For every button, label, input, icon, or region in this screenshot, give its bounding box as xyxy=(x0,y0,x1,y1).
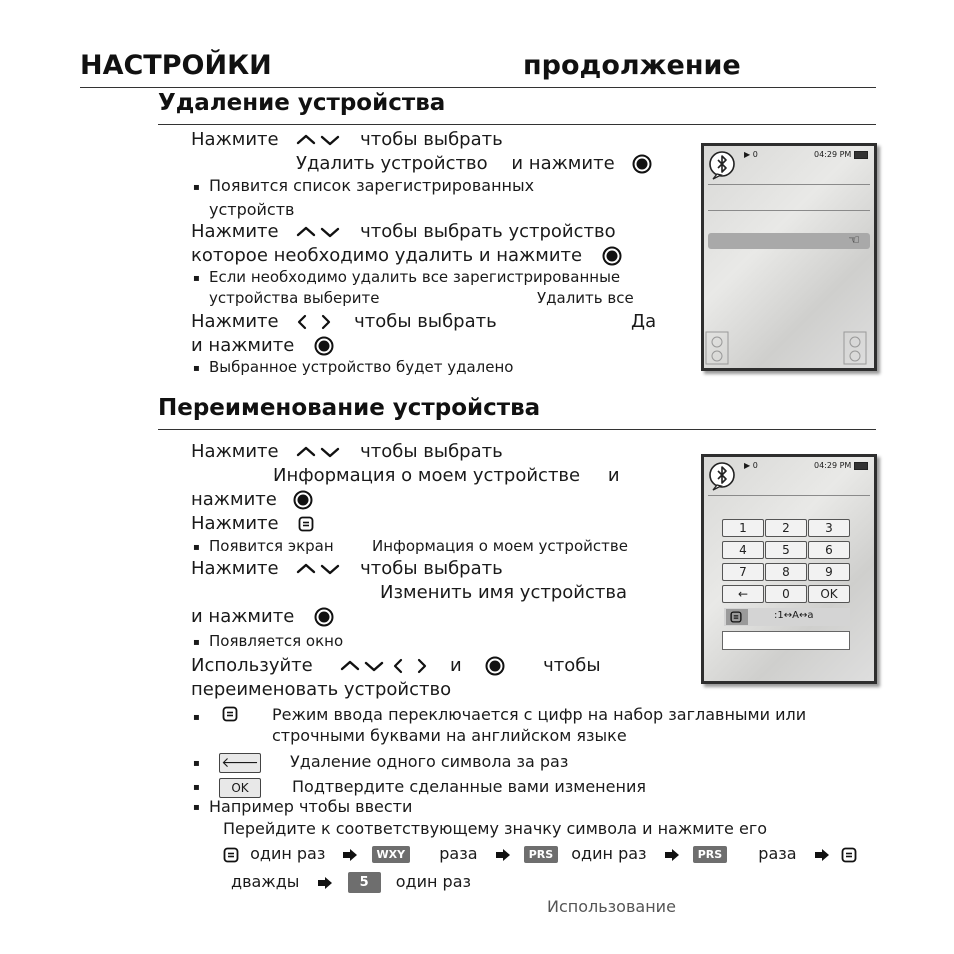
key-chip-prs: PRS xyxy=(524,846,558,863)
select-button-icon xyxy=(314,607,334,627)
key-0[interactable]: 0 xyxy=(765,585,807,603)
s2-line8: Используйте и чтобы xyxy=(191,655,601,676)
track-indicator: ▶ 0 xyxy=(744,461,758,470)
select-button-icon xyxy=(485,656,505,676)
s1-line5-yes: Да xyxy=(631,311,657,332)
key-2[interactable]: 2 xyxy=(765,519,807,537)
key-9[interactable]: 9 xyxy=(808,563,850,581)
up-down-icon xyxy=(340,659,384,673)
bullet-mark: ▪ xyxy=(193,802,200,813)
input-mode-label: :1↔A↔a xyxy=(774,610,814,621)
s1-bullet2-c: Удалить все xyxy=(537,289,634,307)
arrow-right-icon xyxy=(814,848,830,862)
key-5[interactable]: 5 xyxy=(765,541,807,559)
arrow-right-icon xyxy=(495,848,511,862)
example-line1: Перейдите к соответствующему значку символа и нажмите его xyxy=(223,819,768,838)
select-button-icon xyxy=(314,336,334,356)
device-screen-rename xyxy=(701,454,877,684)
section-title-delete: Удаление устройства xyxy=(158,90,446,116)
s1-bullet1-a: Появится список зарегистрированных xyxy=(209,176,535,195)
up-down-icon xyxy=(296,562,340,576)
menu-button-icon xyxy=(222,706,238,722)
note1-a: Режим ввода переключается с цифр на набор заглавными или xyxy=(272,705,807,724)
track-indicator: ▶ 0 xyxy=(744,150,758,159)
arrow-right-icon xyxy=(317,876,333,890)
key-7[interactable]: 7 xyxy=(722,563,764,581)
separator xyxy=(708,184,870,185)
selected-device-row[interactable] xyxy=(708,233,870,249)
select-button-icon xyxy=(602,246,622,266)
s2-bullet1-a: Появится экран xyxy=(209,537,334,555)
ok-key-icon: OK xyxy=(219,778,261,798)
left-right-icon xyxy=(392,658,428,674)
bluetooth-icon xyxy=(708,150,738,180)
s1-bullet1-b: устройств xyxy=(209,200,295,219)
bluetooth-icon xyxy=(708,461,738,491)
bullet-mark: ▪ xyxy=(193,637,200,648)
clock: 04:29 PM xyxy=(814,461,852,470)
s2-line2: Информация о моем устройстве и xyxy=(273,465,620,486)
s2-bullet1-b: Информация о моем устройстве xyxy=(372,537,628,555)
key-6[interactable]: 6 xyxy=(808,541,850,559)
footer-label: Использование xyxy=(547,897,676,916)
s2-bullet2: Появляется окно xyxy=(209,632,344,650)
s2-line6: Изменить имя устройства xyxy=(380,582,627,603)
s2-line1: Нажмите чтобы выбрать xyxy=(191,441,503,462)
s1-line1: Нажмите чтобы выбрать xyxy=(191,129,503,150)
up-down-icon xyxy=(296,225,340,239)
key-4[interactable]: 4 xyxy=(722,541,764,559)
battery-icon xyxy=(854,151,868,159)
s2-line4: Нажмите xyxy=(191,513,314,534)
menu-button-icon xyxy=(730,611,742,623)
s1-line6: и нажмите xyxy=(191,335,334,356)
battery-icon xyxy=(854,462,868,470)
key-chip-5: 5 xyxy=(348,872,381,893)
decorative-speakers xyxy=(704,328,868,368)
pointer-hand-icon: ☜ xyxy=(848,233,860,248)
example-sequence-2: дважды 5 один раз xyxy=(231,872,471,891)
s2-line3: нажмите xyxy=(191,489,313,510)
clock: 04:29 PM xyxy=(814,150,852,159)
backspace-key-icon: 🡐 xyxy=(219,753,261,773)
s1-line2: Удалить устройство и нажмите xyxy=(296,153,652,174)
mode-bar xyxy=(724,608,850,626)
device-screen-delete xyxy=(701,143,877,371)
arrow-right-icon xyxy=(342,848,358,862)
select-button-icon xyxy=(632,154,652,174)
name-input[interactable] xyxy=(722,631,850,650)
page-title: НАСТРОЙКИ xyxy=(80,50,272,81)
s1-line3: Нажмите чтобы выбрать устройство xyxy=(191,221,616,242)
section-rule xyxy=(158,124,876,125)
example-sequence-1: один раз WXY раза PRS один раз PRS раза xyxy=(223,844,857,863)
arrow-right-icon xyxy=(664,848,680,862)
s2-line5: Нажмите чтобы выбрать xyxy=(191,558,503,579)
bullet-mark: ▪ xyxy=(193,182,200,193)
bullet-mark: ▪ xyxy=(193,712,200,723)
key-3[interactable]: 3 xyxy=(808,519,850,537)
separator xyxy=(708,210,870,211)
key-chip-prs: PRS xyxy=(693,846,727,863)
menu-button-icon xyxy=(841,847,857,863)
up-down-icon xyxy=(296,445,340,459)
key-chip-wxy: WXY xyxy=(372,846,411,863)
note1-b: строчными буквами на английском языке xyxy=(272,726,627,745)
select-button-icon xyxy=(293,490,313,510)
s1-line5: Нажмите чтобы выбрать xyxy=(191,311,497,332)
bullet-mark: ▪ xyxy=(193,782,200,793)
example-title: Например чтобы ввести xyxy=(209,797,413,816)
left-right-icon xyxy=(296,314,332,330)
bullet-mark: ▪ xyxy=(193,273,200,284)
s2-line9: переименовать устройство xyxy=(191,679,452,700)
key-ok[interactable]: OK xyxy=(808,585,850,603)
note2: Удаление одного символа за раз xyxy=(290,752,569,771)
bullet-mark: ▪ xyxy=(193,758,200,769)
menu-button-icon xyxy=(223,847,239,863)
s1-bullet3: Выбранное устройство будет удалено xyxy=(209,358,514,376)
key-8[interactable]: 8 xyxy=(765,563,807,581)
key-backspace[interactable]: ← xyxy=(722,585,764,603)
header-rule xyxy=(80,87,876,88)
page-title-continued: продолжение xyxy=(523,50,741,81)
section-rule xyxy=(158,429,876,430)
bullet-mark: ▪ xyxy=(193,363,200,374)
menu-button-icon xyxy=(298,516,314,532)
up-down-icon xyxy=(296,133,340,147)
note3: Подтвердите сделанные вами изменения xyxy=(292,777,646,796)
s1-bullet2-a: Если необходимо удалить все зарегистрированные xyxy=(209,268,621,286)
bullet-mark: ▪ xyxy=(193,542,200,553)
key-1[interactable]: 1 xyxy=(722,519,764,537)
section-title-rename: Переименование устройства xyxy=(158,395,541,421)
s2-line7: и нажмите xyxy=(191,606,334,627)
separator xyxy=(708,495,870,496)
s1-bullet2-b: устройства выберите xyxy=(209,289,380,307)
s1-line4: которое необходимо удалить и нажмите xyxy=(191,245,622,266)
